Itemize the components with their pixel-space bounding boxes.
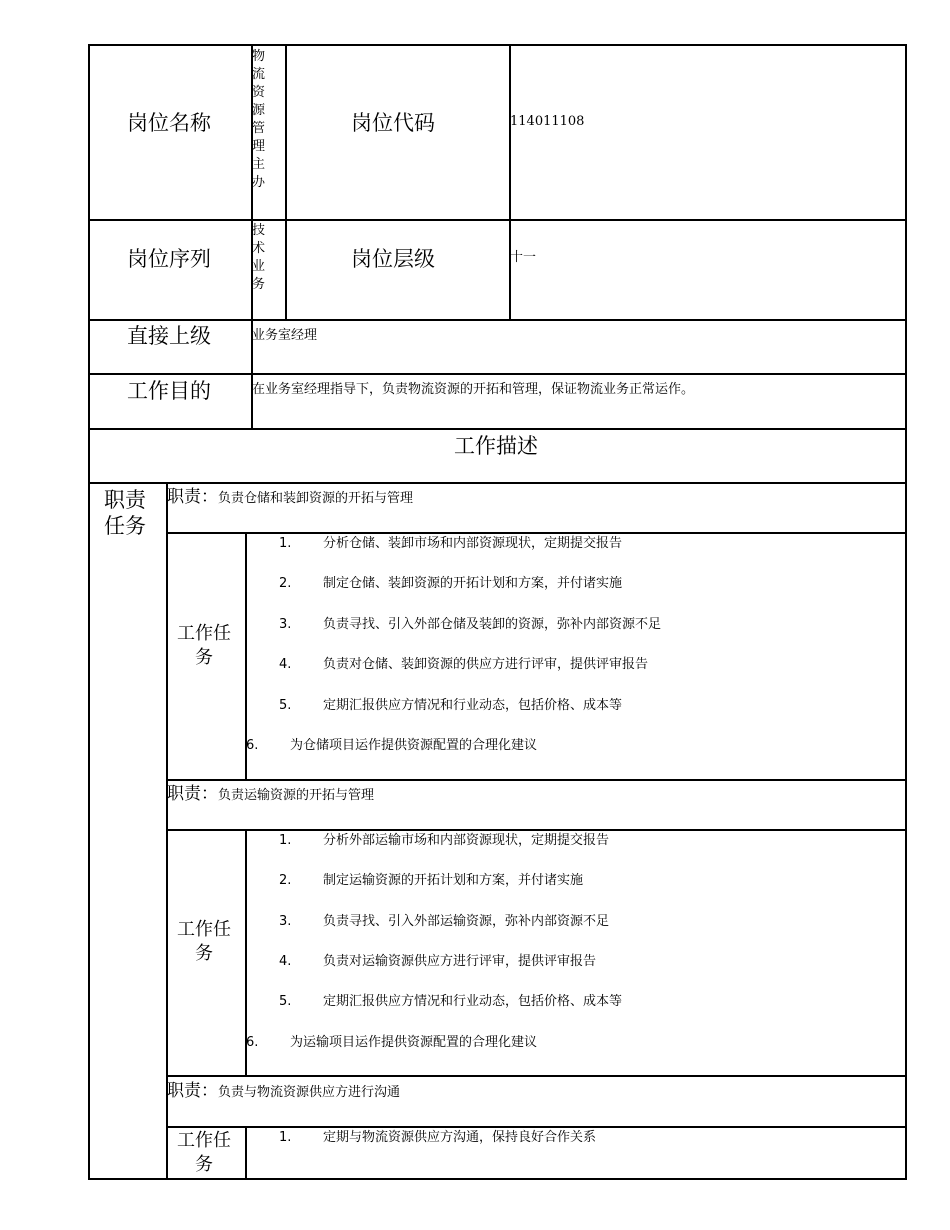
task-text: 负责寻找、引入外部运输资源，弥补内部资源不足 xyxy=(323,914,610,929)
task-text: 负责寻找、引入外部仓储及装卸的资源，弥补内部资源不足 xyxy=(323,617,662,632)
position-name-label: 岗位名称 xyxy=(127,111,211,135)
duties-label: 职责任务 xyxy=(104,488,146,538)
task-number: 3. xyxy=(279,617,292,632)
task-number: 1. xyxy=(279,833,292,848)
duty-3-title: 负责与物流资源供应方进行沟通 xyxy=(218,1085,401,1100)
task-text: 定期与物流资源供应方沟通，保持良好合作关系 xyxy=(323,1130,597,1145)
duty-1-title-row xyxy=(167,488,413,508)
task-text: 为运输项目运作提供资源配置的合理化建议 xyxy=(290,1035,538,1050)
task-text: 负责对仓储、装卸资源的供应方进行评审，提供评审报告 xyxy=(323,657,649,672)
task-text: 为仓储项目运作提供资源配置的合理化建议 xyxy=(290,738,538,753)
duty-3-title-row xyxy=(167,1082,400,1102)
task-number: 1. xyxy=(279,536,292,551)
task-number: 6. xyxy=(246,1035,259,1050)
tasks-label: 工作任务 xyxy=(177,919,231,964)
task-number: 6. xyxy=(246,738,259,753)
task-number: 5. xyxy=(279,994,292,1009)
duty-2-title: 负责运输资源的开拓与管理 xyxy=(218,788,375,803)
task-number: 3. xyxy=(279,914,292,929)
task-text: 定期汇报供应方情况和行业动态，包括价格、成本等 xyxy=(323,698,623,713)
level-value: 十一 xyxy=(510,250,537,265)
duty-1-title: 负责仓储和装卸资源的开拓与管理 xyxy=(218,491,414,506)
duty-2-title-row xyxy=(167,785,374,805)
position-name-value: 物流资源管理主办 xyxy=(252,49,266,190)
task-text: 分析外部运输市场和内部资源现状，定期提交报告 xyxy=(323,833,610,848)
purpose-value: 在业务室经理指导下，负责物流资源的开拓和管理，保证物流业务正常运作。 xyxy=(252,382,695,397)
duty-prefix: 职责： xyxy=(167,1081,218,1101)
description-title: 工作描述 xyxy=(454,434,538,458)
task-number: 5. xyxy=(279,698,292,713)
position-code-value: 114011108 xyxy=(510,114,585,129)
task-text: 定期汇报供应方情况和行业动态，包括价格、成本等 xyxy=(323,994,623,1009)
level-label: 岗位层级 xyxy=(351,247,435,271)
position-code-label: 岗位代码 xyxy=(351,111,435,135)
duty-prefix: 职责： xyxy=(167,487,218,507)
task-text: 分析仓储、装卸市场和内部资源现状，定期提交报告 xyxy=(323,536,623,551)
task-number: 2. xyxy=(279,873,292,888)
supervisor-value: 业务室经理 xyxy=(252,328,318,343)
task-number: 4. xyxy=(279,657,292,672)
tasks-label: 工作任务 xyxy=(177,1130,231,1175)
series-label: 岗位序列 xyxy=(127,247,211,271)
series-value: 技术业务 xyxy=(252,223,266,292)
tasks-label: 工作任务 xyxy=(177,623,231,668)
task-number: 4. xyxy=(279,954,292,969)
purpose-label: 工作目的 xyxy=(127,379,211,403)
task-text: 制定仓储、装卸资源的开拓计划和方案，并付诸实施 xyxy=(323,576,623,591)
supervisor-label: 直接上级 xyxy=(127,324,211,348)
task-number: 1. xyxy=(279,1130,292,1145)
duty-prefix: 职责： xyxy=(167,784,218,804)
task-text: 负责对运输资源供应方进行评审，提供评审报告 xyxy=(323,954,597,969)
task-text: 制定运输资源的开拓计划和方案，并付诸实施 xyxy=(323,873,584,888)
task-number: 2. xyxy=(279,576,292,591)
